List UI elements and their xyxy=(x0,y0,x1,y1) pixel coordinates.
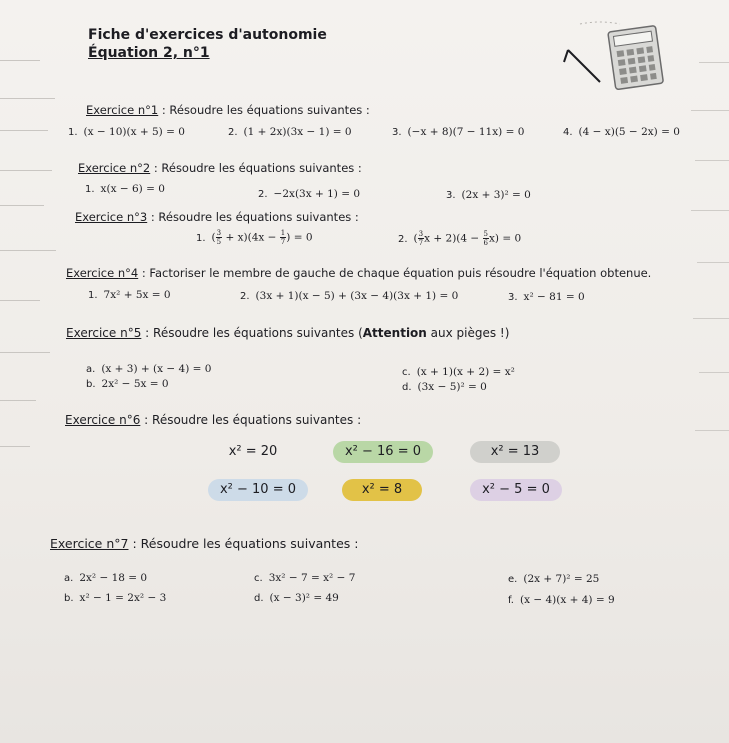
ex4-item-3: 3. x² − 81 = 0 xyxy=(508,291,585,303)
ex1-item-3: 3. (−x + 8)(7 − 11x) = 0 xyxy=(392,126,525,138)
ex5-item-a: a. (x + 3) + (x − 4) = 0 xyxy=(86,363,212,375)
ex7-item-f: f. (x − 4)(x + 4) = 9 xyxy=(508,594,615,606)
ex7-item-d: d. (x − 3)² = 49 xyxy=(254,592,339,604)
ex5-item-c: c. (x + 1)(x + 2) = x² xyxy=(402,366,515,378)
ex6-equation-2: x² − 16 = 0 xyxy=(333,441,433,463)
exercise-1-title: Exercice n°1 : Résoudre les équations suivantes : xyxy=(86,103,370,117)
ex1-item-2: 2. (1 + 2x)(3x − 1) = 0 xyxy=(228,126,352,138)
ex7-item-c: c. 3x² − 7 = x² − 7 xyxy=(254,572,356,584)
ex3-item-1: 1. ( $\frac{3}{5}$ + x)(4x − $\frac{1}{7}$ ) = 0 xyxy=(196,229,313,246)
ex6-equation-4: x² − 10 = 0 xyxy=(208,479,308,501)
ex4-item-1: 1. 7x² + 5x = 0 xyxy=(88,289,171,301)
left-margin-lines xyxy=(0,0,60,743)
worksheet-subtitle: Équation 2, n°1 xyxy=(88,45,210,61)
exercise-6-title: Exercice n°6 : Résoudre les équations suivantes : xyxy=(65,413,362,427)
exercise-4-title: Exercice n°4 : Factoriser le membre de gauche de chaque équation puis résoudre l'équation obtenue. xyxy=(66,266,652,280)
ex2-item-3: 3. (2x + 3)² = 0 xyxy=(446,189,531,201)
ex6-equation-1: x² = 20 xyxy=(228,444,278,459)
exercise-3-title: Exercice n°3 : Résoudre les équations suivantes : xyxy=(75,210,359,224)
ex4-item-2: 2. (3x + 1)(x − 5) + (3x − 4)(3x + 1) = 0 xyxy=(240,290,459,302)
worksheet-title: Fiche d'exercices d'autonomie xyxy=(88,27,327,43)
ex5-item-d: d. (3x − 5)² = 0 xyxy=(402,381,487,393)
right-margin-lines xyxy=(689,0,729,743)
ex5-item-b: b. 2x² − 5x = 0 xyxy=(86,378,169,390)
ex7-item-b: b. x² − 1 = 2x² − 3 xyxy=(64,592,167,604)
ex7-item-a: a. 2x² − 18 = 0 xyxy=(64,572,148,584)
ex2-item-1: 1. x(x − 6) = 0 xyxy=(85,183,165,195)
ex2-item-2: 2. −2x(3x + 1) = 0 xyxy=(258,188,361,200)
exercise-2-title: Exercice n°2 : Résoudre les équations suivantes : xyxy=(78,161,362,175)
calculator-illustration xyxy=(560,20,680,100)
exercise-5-title: Exercice n°5 : Résoudre les équations suivantes (Attention aux pièges !) xyxy=(66,326,510,340)
ex6-equation-5: x² = 8 xyxy=(342,479,422,501)
ex1-item-1: 1. (x − 10)(x + 5) = 0 xyxy=(68,126,185,138)
ex7-item-e: e. (2x + 7)² = 25 xyxy=(508,573,600,585)
ex6-equation-3: x² = 13 xyxy=(470,441,560,463)
ex3-item-2: 2. ( $\frac{3}{7}$ x + 2)(4 − $\frac{5}{6}$ x) = 0 xyxy=(398,230,522,247)
ex1-item-4: 4. (4 − x)(5 − 2x) = 0 xyxy=(563,126,680,138)
ex6-equation-6: x² − 5 = 0 xyxy=(470,479,562,501)
exercise-7-title: Exercice n°7 : Résoudre les équations suivantes : xyxy=(50,536,359,551)
